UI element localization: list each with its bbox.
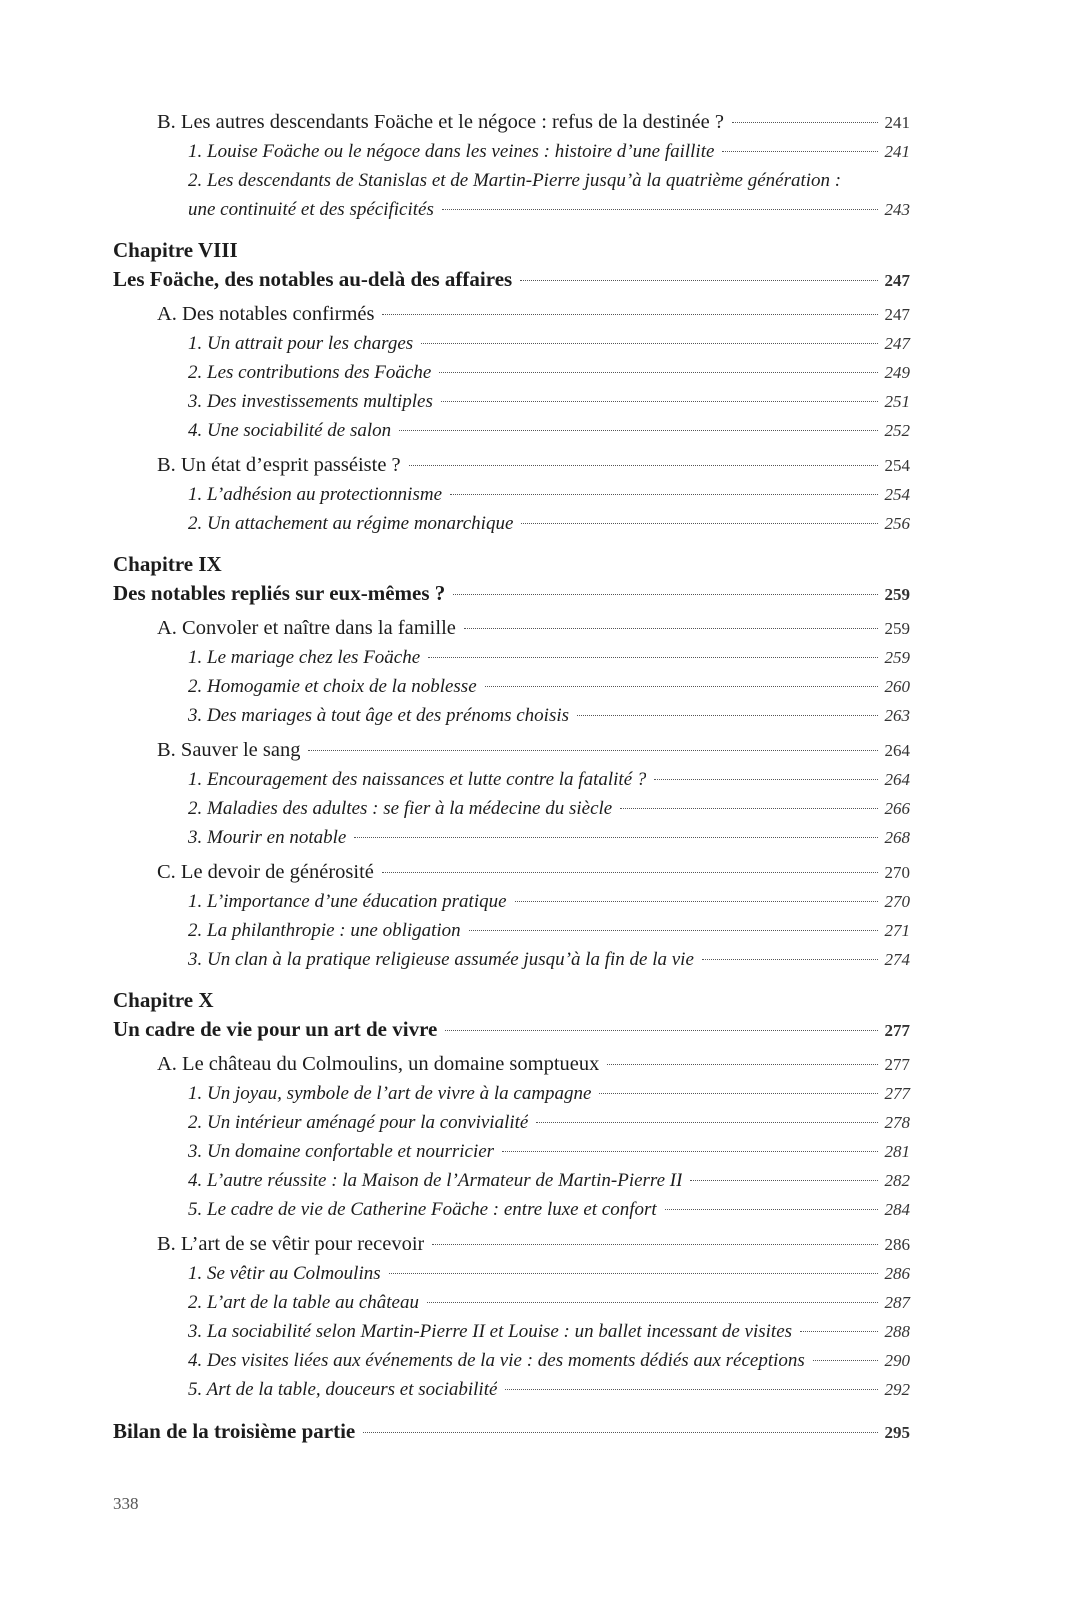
toc-entry-sub[interactable] <box>113 1288 910 1317</box>
toc-entry-title: 1. L’adhésion au protectionnisme <box>188 484 443 505</box>
dot-leader <box>445 1030 877 1031</box>
toc-entry-title: 3. Des investissements multiples <box>188 391 433 412</box>
toc-entry-title: 5. Le cadre de vie de Catherine Foäche : entre luxe et confort <box>188 1199 657 1220</box>
toc-entry-sub[interactable] <box>113 480 910 509</box>
dot-leader <box>577 715 877 716</box>
toc-entry-section[interactable] <box>113 614 910 643</box>
toc-entry-sub[interactable] <box>113 1259 910 1288</box>
toc-entry-title: Des notables repliés sur eux-mêmes ? <box>113 581 446 605</box>
dot-leader <box>453 594 877 595</box>
toc-entry-title: 1. Un attrait pour les charges <box>188 333 414 354</box>
dot-leader <box>521 523 877 524</box>
toc-entry-section[interactable] <box>113 108 910 137</box>
toc-entry-sub[interactable] <box>113 916 910 945</box>
toc-entry-page: 274 <box>884 950 910 969</box>
toc-entry-chap-label[interactable] <box>113 236 910 265</box>
toc-entry-title: A. Convoler et naître dans la famille <box>157 617 456 639</box>
toc-entry-section[interactable] <box>113 1050 910 1079</box>
toc-entry-chap-title[interactable] <box>113 1015 910 1044</box>
toc-entry-page: 292 <box>884 1380 910 1399</box>
dot-leader <box>308 750 877 751</box>
dot-leader <box>702 959 878 960</box>
toc-entry-title: B. Sauver le sang <box>157 739 301 761</box>
toc-entry-page: 247 <box>884 271 910 290</box>
toc-entry-sub[interactable] <box>113 1317 910 1346</box>
toc-entry-sub[interactable] <box>113 509 910 538</box>
toc-entry-title: A. Le château du Colmoulins, un domaine somptueux <box>157 1053 600 1075</box>
toc-entry-sub[interactable] <box>113 1166 910 1195</box>
toc-entry-title: 2. Homogamie et choix de la noblesse <box>188 676 477 697</box>
toc-entry-title: une continuité et des spécificités <box>188 199 434 220</box>
dot-leader <box>654 779 877 780</box>
toc-entry-sub[interactable] <box>113 1375 910 1404</box>
toc-entry-page: 281 <box>884 1142 910 1161</box>
toc-entry-page: 241 <box>884 113 910 132</box>
toc-entry-page: 282 <box>884 1171 910 1190</box>
toc-entry-page: 288 <box>884 1322 910 1341</box>
toc-entry-title: 2. Maladies des adultes : se fier à la médecine du siècle <box>188 798 613 819</box>
toc-entry-sub[interactable] <box>113 1346 910 1375</box>
dot-leader <box>665 1209 878 1210</box>
toc-entry-page: 260 <box>884 677 910 696</box>
toc-entry-section[interactable] <box>113 1230 910 1259</box>
dot-leader <box>599 1093 877 1094</box>
toc-entry-chap-title[interactable] <box>113 265 910 294</box>
dot-leader <box>800 1331 877 1332</box>
dot-leader <box>464 628 878 629</box>
toc-entry-title: 2. Un intérieur aménagé pour la convivialité <box>188 1112 529 1133</box>
toc-entry-page: 290 <box>884 1351 910 1370</box>
toc-entry-sub[interactable] <box>113 1079 910 1108</box>
toc-entry-title: B. L’art de se vêtir pour recevoir <box>157 1233 425 1255</box>
toc-entry-page: 256 <box>884 514 910 533</box>
dot-leader <box>732 122 878 123</box>
toc-entry-page: 259 <box>884 619 910 638</box>
toc-entry-page: 241 <box>884 142 910 161</box>
toc-entry-page: 251 <box>884 392 910 411</box>
dot-leader <box>382 872 878 873</box>
dot-leader <box>813 1360 878 1361</box>
toc-entry-title: 4. L’autre réussite : la Maison de l’Armateur de Martin-Pierre II <box>188 1170 683 1191</box>
toc-entry-page: 254 <box>884 456 910 475</box>
toc-entry-page: 268 <box>884 828 910 847</box>
toc-entry-page: 286 <box>884 1235 910 1254</box>
toc-entry-title: 2. L’art de la table au château <box>188 1292 419 1313</box>
toc-entry-title: 2. Les descendants de Stanislas et de Martin-Pierre jusqu’à la quatrième génération : <box>188 170 842 191</box>
toc-entry-chap-label[interactable] <box>113 986 910 1015</box>
dot-leader <box>428 657 877 658</box>
toc-entry-section[interactable] <box>113 736 910 765</box>
toc-entry-page: 249 <box>884 363 910 382</box>
toc-entry-page: 264 <box>884 770 910 789</box>
dot-leader <box>354 837 877 838</box>
toc-entry-page: 247 <box>884 334 910 353</box>
toc-entry-page: 277 <box>884 1055 910 1074</box>
toc-entry-sub[interactable] <box>113 701 910 730</box>
toc-entry-title: A. Des notables confirmés <box>157 303 375 325</box>
toc-entry-sub[interactable] <box>113 765 910 794</box>
toc-entry-title: 3. La sociabilité selon Martin-Pierre II et Louise : un ballet incessant de visites <box>188 1321 793 1342</box>
toc-entry-title: 5. Art de la table, douceurs et sociabilité <box>188 1379 498 1400</box>
dot-leader <box>439 372 877 373</box>
toc-entry-sub[interactable] <box>113 329 910 358</box>
dot-leader <box>520 280 877 281</box>
toc-entry-title: 1. Encouragement des naissances et lutte contre la fatalité ? <box>188 769 647 790</box>
dot-leader <box>421 343 877 344</box>
toc-entry-sub[interactable] <box>113 358 910 387</box>
toc-entry-page: 270 <box>884 863 910 882</box>
toc-entry-sub[interactable] <box>113 672 910 701</box>
toc-entry-page: 254 <box>884 485 910 504</box>
toc-entry-sub[interactable] <box>113 387 910 416</box>
toc-entry-chap-title[interactable] <box>113 579 910 608</box>
dot-leader <box>505 1389 877 1390</box>
toc-entry-sub[interactable] <box>113 1137 910 1166</box>
dot-leader <box>441 401 878 402</box>
toc-entry-title: 3. Un clan à la pratique religieuse assumée jusqu’à la fin de la vie <box>188 949 694 970</box>
toc-entry-title: Les Foäche, des notables au-delà des affaires <box>113 267 513 291</box>
toc-entry-page: 259 <box>884 585 910 604</box>
toc-entry-title: 2. La philanthropie : une obligation <box>188 920 461 941</box>
toc-entry-title: 3. Mourir en notable <box>188 827 347 848</box>
toc-entry-sub[interactable] <box>113 945 910 974</box>
toc-entry-page: 259 <box>884 648 910 667</box>
toc-entry-title: 1. L’importance d’une éducation pratique <box>188 891 507 912</box>
toc-entry-title: 3. Des mariages à tout âge et des prénoms choisis <box>188 705 570 726</box>
toc-entry-title: 2. Un attachement au régime monarchique <box>188 513 514 534</box>
dot-leader <box>427 1302 878 1303</box>
toc-entry-page: 278 <box>884 1113 910 1132</box>
dot-leader <box>382 314 877 315</box>
dot-leader <box>620 808 877 809</box>
toc-entry-section[interactable] <box>113 858 910 887</box>
toc-entry-sub[interactable] <box>113 166 910 195</box>
toc-entry-page: 252 <box>884 421 910 440</box>
dot-leader <box>515 901 878 902</box>
toc-entry-page: 263 <box>884 706 910 725</box>
toc-entry-section[interactable] <box>113 300 910 329</box>
toc-entry-chap-label[interactable] <box>113 550 910 579</box>
toc-entry-title: 1. Louise Foäche ou le négoce dans les veines : histoire d’une faillite <box>188 141 715 162</box>
toc-entry-page: 284 <box>884 1200 910 1219</box>
toc-entry-page: 277 <box>884 1021 910 1040</box>
toc-entry-sub[interactable] <box>113 1195 910 1224</box>
toc-entry-title: 2. Les contributions des Foäche <box>188 362 432 383</box>
toc-entry-sub[interactable] <box>113 823 910 852</box>
toc-entry-title: Bilan de la troisième partie <box>113 1419 356 1443</box>
dot-leader <box>389 1273 878 1274</box>
toc-entry-title: 4. Une sociabilité de salon <box>188 420 392 441</box>
toc-entry-title: 3. Un domaine confortable et nourricier <box>188 1141 495 1162</box>
toc-entry-title: Un cadre de vie pour un art de vivre <box>113 1017 438 1041</box>
toc-entry-page: 271 <box>884 921 910 940</box>
toc-entry-page: 270 <box>884 892 910 911</box>
toc-entry-part[interactable] <box>113 1417 910 1446</box>
dot-leader <box>485 686 878 687</box>
toc-entry-page: 277 <box>884 1084 910 1103</box>
toc-entry-section[interactable] <box>113 451 910 480</box>
toc-entry-sub[interactable] <box>113 887 910 916</box>
dot-leader <box>432 1244 877 1245</box>
dot-leader <box>363 1432 877 1433</box>
toc-entry-page: 295 <box>884 1423 910 1442</box>
dot-leader <box>502 1151 877 1152</box>
dot-leader <box>469 930 878 931</box>
toc-entry-title: B. Un état d’esprit passéiste ? <box>157 454 401 476</box>
dot-leader <box>399 430 877 431</box>
dot-leader <box>442 209 878 210</box>
toc-entry-sub[interactable] <box>113 794 910 823</box>
dot-leader <box>409 465 878 466</box>
page-number: 338 <box>113 1494 139 1513</box>
dot-leader <box>690 1180 877 1181</box>
toc-entry-title: Chapitre IX <box>113 552 222 576</box>
toc-entry-sub[interactable] <box>113 416 910 445</box>
toc-entry-page: 264 <box>884 741 910 760</box>
toc-entry-title: 4. Des visites liées aux événements de la vie : des moments dédiés aux réceptions <box>188 1350 805 1371</box>
toc-entry-title: Chapitre VIII <box>113 238 238 262</box>
toc-entry-sub[interactable] <box>113 643 910 672</box>
dot-leader <box>722 151 877 152</box>
toc-entry-page: 287 <box>884 1293 910 1312</box>
dot-leader <box>450 494 877 495</box>
dot-leader <box>607 1064 877 1065</box>
dot-leader <box>536 1122 877 1123</box>
toc-entry-page: 247 <box>884 305 910 324</box>
toc-entry-sub[interactable] <box>113 1108 910 1137</box>
toc-entry-sub[interactable] <box>113 137 910 166</box>
toc-entry-page: 266 <box>884 799 910 818</box>
toc-entry-title: 1. Un joyau, symbole de l’art de vivre à la campagne <box>188 1083 592 1104</box>
toc-entry-title: Chapitre X <box>113 988 214 1012</box>
table-of-contents <box>113 108 910 1446</box>
toc-entry-page: 286 <box>884 1264 910 1283</box>
toc-entry-title: C. Le devoir de générosité <box>157 861 374 883</box>
toc-entry-sub[interactable] <box>113 195 910 224</box>
toc-entry-title: 1. Le mariage chez les Foäche <box>188 647 421 668</box>
toc-entry-page: 243 <box>884 200 910 219</box>
toc-entry-title: 1. Se vêtir au Colmoulins <box>188 1263 381 1284</box>
toc-entry-title: B. Les autres descendants Foäche et le négoce : refus de la destinée ? <box>157 111 724 133</box>
